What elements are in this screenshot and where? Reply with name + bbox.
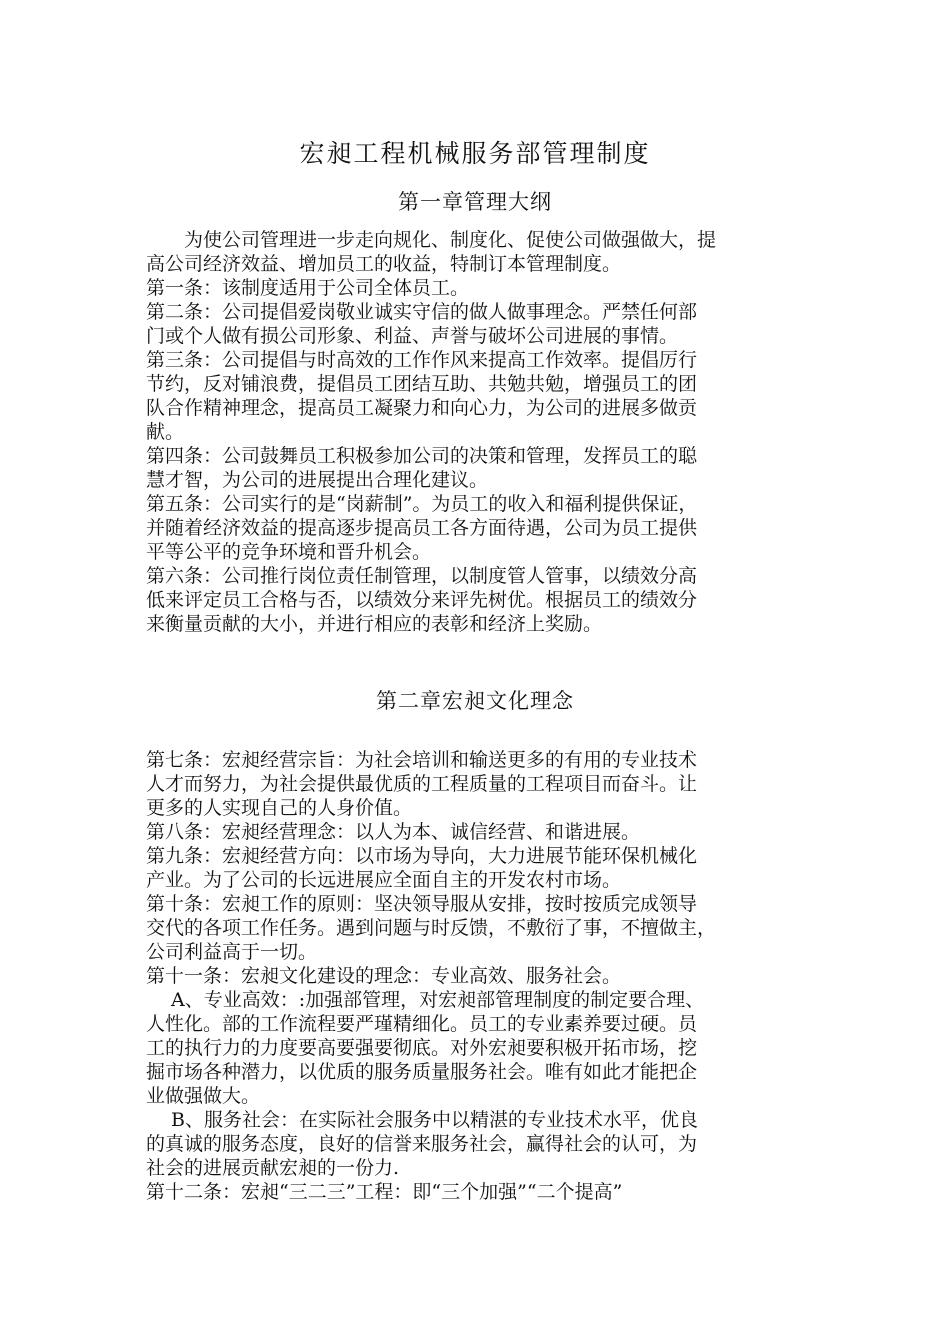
document-title: 宏昶工程机械服务部管理制度 <box>299 139 651 168</box>
text-line: A、专业高效：:加强部管理，对宏昶部管理制度的制定要合理、 <box>146 989 705 1011</box>
text-line: 人性化。部的工作流程要严瑾精细化。员工的专业素养要过硬。员 <box>146 1013 698 1035</box>
text-line: 高公司经济效益、增加员工的收益，特制订本管理制度。 <box>146 253 622 275</box>
text-line: 社会的进展贡献宏昶的一份力. <box>146 1157 400 1179</box>
chapter-2-heading: 第二章宏昶文化理念 <box>376 689 574 713</box>
text-line: 节约，反对铺浪费，提倡员工团结互助、共勉共勉，增强员工的团 <box>146 373 698 395</box>
text-line: 低来评定员工合格与否，以绩效分来评先树优。根据员工的绩效分 <box>146 589 698 611</box>
text-line: 第十一条：宏昶文化建设的理念：专业高效、服务社会。 <box>146 965 622 987</box>
text-line: 公司利益高于一切。 <box>146 941 318 963</box>
chapter-2-body <box>146 748 816 1204</box>
text-line: 第三条：公司提倡与时高效的工作作风来提高工作效率。提倡厉行 <box>146 349 698 371</box>
text-line: 第一条：该制度适用于公司全体员工。 <box>146 277 470 299</box>
text-line: 平等公平的竞争环境和晋升机会。 <box>146 541 432 563</box>
text-line: 第七条：宏昶经营宗旨：为社会培训和输送更多的有用的专业技术 <box>146 749 698 771</box>
text-line: 业做强做大。 <box>146 1085 261 1107</box>
text-line: 产业。为了公司的长远进展应全面自主的开发农村市场。 <box>146 869 622 891</box>
text-line: 门或个人做有损公司形象、利益、声誉与破坏公司进展的事情。 <box>146 325 679 347</box>
text-line: 第九条：宏昶经营方向：以市场为导向，大力进展节能环保机械化 <box>146 845 698 867</box>
text-line: 工的执行力的力度要高要强要彻底。对外宏昶要积极开拓市场，挖 <box>146 1037 698 1059</box>
text-line: 并随着经济效益的提高逐步提高员工各方面待遇，公司为员工提供 <box>146 517 698 539</box>
text-line: 的真诚的服务态度，良好的信誉来服务社会，赢得社会的认可，为 <box>146 1133 698 1155</box>
text-line: 第八条：宏昶经营理念：以人为本、诚信经营、和谐进展。 <box>146 821 641 843</box>
chapter-1-body <box>146 228 816 636</box>
text-line: 队合作精神理念，提高员工凝聚力和向心力，为公司的进展多做贡 <box>146 397 698 419</box>
text-line: 第十二条：宏昶“三二三”工程：即“三个加强”“二个提高” <box>146 1181 623 1203</box>
text-line: 慧才智，为公司的进展提出合理化建议。 <box>146 469 489 491</box>
text-line: 人才而努力，为社会提供最优质的工程质量的工程项目而奋斗。让 <box>146 773 698 795</box>
chapter-1-heading: 第一章管理大纲 <box>398 190 552 214</box>
text-line: 献。 <box>146 421 185 443</box>
text-line: 掘市场各种潜力，以优质的服务质量服务社会。唯有如此才能把企 <box>146 1061 698 1083</box>
text-line: 交代的各项工作任务。遇到问题与时反馈，不敷衍了事，不擅做主， <box>146 917 717 939</box>
text-line: 第五条：公司实行的是“岗薪制”。为员工的收入和福利提供保证， <box>146 493 698 515</box>
text-line: 第四条：公司鼓舞员工积极参加公司的决策和管理，发挥员工的聪 <box>146 445 698 467</box>
text-line: B、服务社会：在实际社会服务中以精湛的专业技术水平，优良 <box>146 1109 699 1131</box>
text-line: 第六条：公司推行岗位责任制管理，以制度管人管事，以绩效分高 <box>146 565 698 587</box>
text-line: 为使公司管理进一步走向规化、制度化、促使公司做强做大，提 <box>146 229 717 251</box>
text-line: 第二条：公司提倡爱岗敬业诚实守信的做人做事理念。严禁任何部 <box>146 301 698 323</box>
text-line: 来衡量贡献的大小，并进行相应的表彰和经济上奖励。 <box>146 613 603 635</box>
text-line: 第十条：宏昶工作的原则：坚决领导服从安排，按时按质完成领导 <box>146 893 698 915</box>
text-line: 更多的人实现自己的人身价值。 <box>146 797 413 819</box>
